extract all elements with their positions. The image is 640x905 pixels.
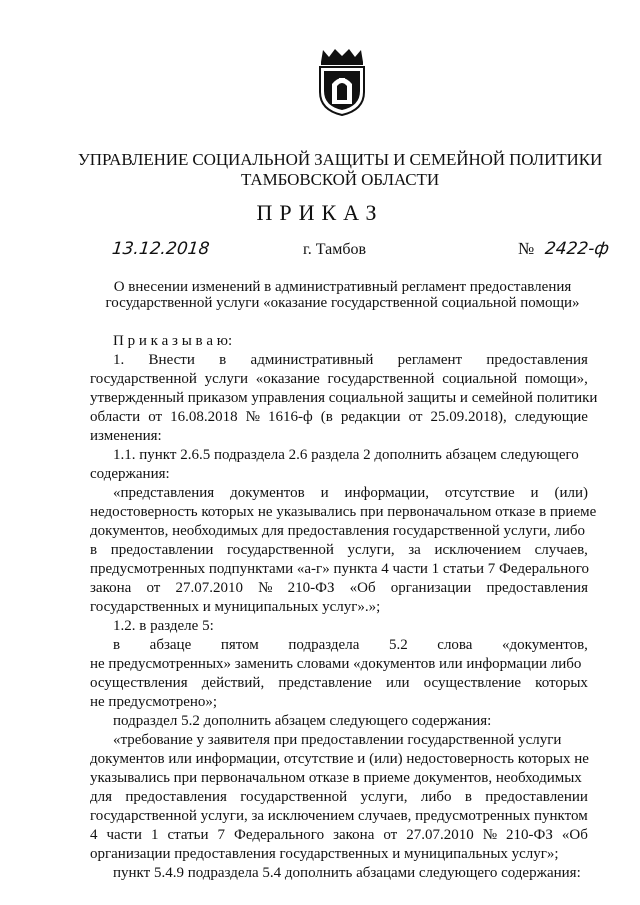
body-line: указывались при первоначальном отказе в приеме документов, необходимых [90, 770, 582, 786]
word: 1616-ф [268, 409, 313, 425]
word: социальной [442, 371, 518, 387]
coat-of-arms-icon [316, 48, 368, 116]
subject-line: О внесении изменений в административный регламент предоставления [113, 279, 572, 295]
word: услуги [204, 371, 248, 387]
body-line: недостоверность которых не указывались при первоначальном отказе в приеме [90, 504, 597, 520]
body-line [90, 371, 588, 388]
body-line: организации предоставления государственных и муниципальных услуг»; [90, 846, 559, 862]
order-subject [90, 279, 595, 311]
word: части [106, 827, 142, 843]
word: и [530, 485, 539, 501]
body-line: 1.2. в разделе 5: [113, 618, 214, 634]
word: случаев, [534, 542, 588, 558]
word: предоставления [486, 352, 588, 368]
document-date: 13.12.2018 [110, 239, 211, 259]
word: № [245, 409, 260, 425]
body-line [90, 827, 588, 844]
document-city: г. Тамбов [303, 241, 367, 258]
word: отсутствие [444, 485, 515, 501]
word: 1 [150, 827, 159, 843]
word: информации, [344, 485, 429, 501]
word: статьи [167, 827, 209, 843]
word: 27.07.2010 [406, 827, 474, 843]
word: Федерального [234, 827, 325, 843]
word: предоставления [486, 580, 588, 596]
word: абзаце [149, 637, 192, 653]
word: осуществления [90, 675, 188, 691]
body-line: не предусмотрено»; [90, 694, 218, 710]
body-line [90, 789, 588, 806]
document-title: ПРИКАЗ [256, 200, 384, 225]
body-line: предусмотренных подпунктами «а-г» пункта 4 части 1 статьи 7 Федерального [90, 561, 590, 577]
body-line: документов, необходимых для предоставления государственной услуги, либо [90, 523, 586, 539]
word: слова [437, 637, 473, 653]
word: 27.07.2010 [175, 580, 243, 596]
word: действий, [201, 675, 265, 691]
word: 210-ФЗ [287, 580, 335, 596]
body-line: пункт 5.4.9 подраздела 5.4 дополнить абзацами следующего содержания: [113, 865, 581, 881]
word: для [90, 789, 113, 805]
word: предоставления [125, 789, 227, 805]
body-line [113, 637, 588, 654]
word: 1. [113, 352, 125, 368]
word: и [320, 485, 329, 501]
body-line [90, 580, 588, 597]
word: «Об [349, 580, 376, 596]
body-line: «требование у заявителя при предоставлении государственной услуги [113, 732, 562, 748]
word: от [148, 409, 163, 425]
body-line: изменения: [90, 428, 162, 444]
word: документов [230, 485, 305, 501]
document-number-label: № [518, 239, 535, 258]
word: регламент [397, 352, 463, 368]
word: государственной [90, 371, 197, 387]
body-line: не предусмотренных» заменить словами «документов или информации либо [90, 656, 582, 672]
word: редакции [340, 409, 401, 425]
word: (в [320, 409, 333, 425]
word: № [482, 827, 498, 843]
body-line: содержания: [90, 466, 170, 482]
word: от [383, 827, 398, 843]
word: № [258, 580, 273, 596]
word: «Об [561, 827, 588, 843]
word: 4 [90, 827, 98, 843]
word: 16.08.2018 [170, 409, 238, 425]
word: закона [333, 827, 375, 843]
word: представление [278, 675, 372, 691]
body-line [90, 542, 588, 559]
word: исключением [434, 542, 521, 558]
word: «представления [113, 485, 215, 501]
body-line [90, 675, 588, 692]
body-line: документов или информации, отсутствие и (или) недостоверность которых не [90, 751, 589, 767]
prikazyvayu-heading: П р и к а з ы в а ю: [113, 333, 233, 349]
organization-name-line1: УПРАВЛЕНИЕ СОЦИАЛЬНОЙ ЗАЩИТЫ И СЕМЕЙНОЙ ПОЛИТИКИ [77, 150, 603, 169]
body-line: подраздел 5.2 дополнить абзацем следующего содержания: [113, 713, 492, 729]
word: «оказание [255, 371, 320, 387]
word: 7 [217, 827, 226, 843]
word: осуществление [423, 675, 522, 691]
word: или [385, 675, 410, 691]
word: в [90, 542, 98, 558]
word: помощи», [524, 371, 588, 387]
word: пятом [220, 637, 259, 653]
word: закона [90, 580, 132, 596]
word: 25.09.2018), [430, 409, 507, 425]
word: организации [390, 580, 472, 596]
word: от [408, 409, 423, 425]
body-line [113, 485, 588, 502]
word: услуги, [347, 542, 395, 558]
word: государственной [240, 789, 348, 805]
body-line [90, 409, 588, 426]
body-line: 1.1. пункт 2.6.5 подраздела 2.6 раздела 2 дополнить абзацем следующего [113, 447, 579, 463]
word: предоставлении [485, 789, 588, 805]
word: в [464, 789, 472, 805]
word: которых [535, 675, 588, 691]
word: «документов, [502, 637, 588, 653]
word: подраздела [288, 637, 360, 653]
word: либо [420, 789, 452, 805]
word: предоставлении [110, 542, 214, 558]
body-line: государственной услуги, за исключением случаев, предусмотренных пунктом [90, 808, 588, 824]
word: следующие [514, 409, 588, 425]
word: области [90, 409, 141, 425]
word: 210-ФЗ [506, 827, 553, 843]
body-line: государственных и муниципальных услуг».»; [90, 599, 381, 615]
word: (или) [554, 485, 588, 501]
word: от [146, 580, 161, 596]
organization-name-line2: ТАМБОВСКОЙ ОБЛАСТИ [240, 170, 440, 189]
word: в [219, 352, 227, 368]
word: административный [250, 352, 374, 368]
word: услуги, [360, 789, 408, 805]
word: 5.2 [388, 637, 408, 653]
subject-line: государственной услуги «оказание государственной социальной помощи» [105, 295, 580, 311]
word: государственной [227, 542, 334, 558]
word: за [408, 542, 421, 558]
body-line [113, 352, 588, 369]
word: в [113, 637, 121, 653]
document-number: 2422-ф [543, 239, 610, 259]
word: Внести [148, 352, 195, 368]
body-line: утвержденный приказом управления социальной защиты и семейной политики [90, 390, 598, 406]
word: государственной [327, 371, 435, 387]
